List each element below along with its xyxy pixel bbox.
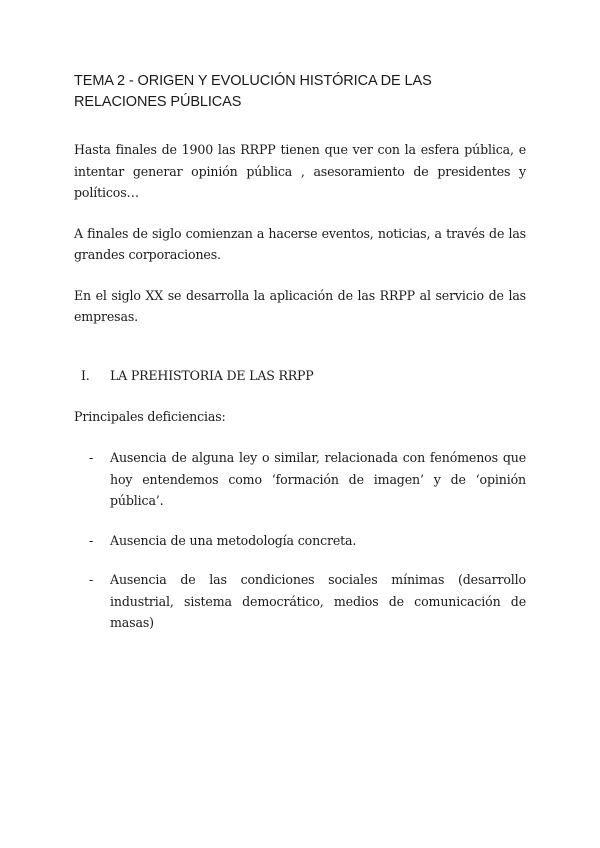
- list-item: [74, 569, 526, 634]
- deficiencies-list: [74, 447, 526, 634]
- paragraph-1: Hasta finales de 1900 las RRPP tienen que ver con la esfera pública, e intentar generar opinión pública , asesoramiento de presidentes y políticos…: [74, 142, 526, 200]
- section-title: LA PREHISTORIA DE LAS RRPP: [110, 367, 314, 383]
- document-page: [74, 71, 526, 652]
- section-heading: [74, 366, 526, 386]
- document-title: TEMA 2 - ORIGEN Y EVOLUCIÓN HISTÓRICA DE LAS RELACIONES PÚBLICAS: [74, 73, 432, 110]
- list-bullet: -: [89, 532, 94, 548]
- list-intro: Principales deficiencias:: [74, 408, 226, 424]
- list-item-text: Ausencia de una metodología concreta.: [110, 532, 357, 548]
- list-bullet: -: [89, 450, 94, 465]
- list-bullet: -: [89, 572, 94, 587]
- list-item: [74, 447, 526, 512]
- section-number: I.: [81, 367, 90, 383]
- paragraph-3: En el siglo XX se desarrolla la aplicación de las RRPP al servicio de las empresas.: [74, 287, 526, 324]
- list-item-text: Ausencia de las condiciones sociales mínimas (desarrollo industrial, sistema democrático, medios de comunicación de masas): [110, 572, 526, 630]
- paragraph-2: A finales de siglo comienzan a hacerse eventos, noticias, a través de las grandes corporaciones.: [74, 225, 526, 262]
- list-item-text: Ausencia de alguna ley o similar, relacionada con fenómenos que hoy entendemos como ‘formación de imagen’ y de ‘opinión pública’.: [110, 450, 526, 508]
- list-item: [74, 530, 526, 552]
